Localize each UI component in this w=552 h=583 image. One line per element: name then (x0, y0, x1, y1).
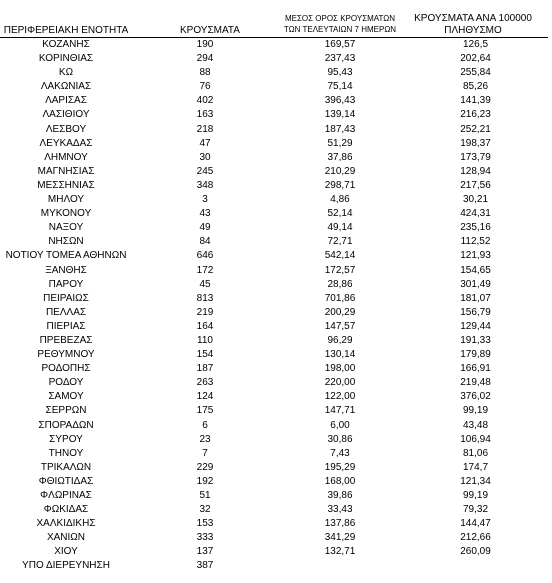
cell-region: ΡΟΔΟΥ (48, 377, 84, 389)
cell-cases: 172 (196, 264, 214, 276)
cell-per100k: 128,94 (460, 165, 491, 177)
cell-avg7: 396,43 (324, 95, 356, 107)
cell-per100k: 181,07 (460, 292, 491, 304)
cell-cases: 45 (199, 278, 211, 290)
cell-region: ΛΕΥΚΑΔΑΣ (39, 137, 93, 149)
cell-cases: 190 (196, 39, 214, 50)
table-row (0, 433, 552, 447)
header-avg7-line1: ΜΕΣΟΣ ΟΡΟΣ ΚΡΟΥΣΜΑΤΩΝ (284, 14, 396, 23)
cell-region: ΛΕΣΒΟΥ (45, 123, 87, 135)
cell-region: ΝΗΣΩΝ (48, 236, 84, 248)
header-per100k-line1: ΚΡΟΥΣΜΑΤΑ ΑΝΑ 100000 (414, 13, 532, 24)
cell-avg7: 298,71 (324, 179, 356, 191)
cell-per100k: 198,37 (460, 137, 491, 149)
cell-avg7: 30,86 (327, 433, 353, 445)
cell-per100k: 252,21 (460, 123, 491, 135)
cell-region: ΣΑΜΟΥ (48, 391, 84, 403)
cell-avg7: 220,00 (324, 377, 356, 389)
table-row (0, 390, 552, 404)
cell-avg7: 122,00 (324, 391, 356, 403)
table-row (0, 320, 552, 334)
cell-avg7: 75,14 (327, 81, 353, 93)
cell-region: ΥΠΟ ΔΙΕΡΕΥΝΗΣΗ (22, 560, 110, 572)
cell-avg7: 198,00 (324, 363, 356, 375)
cell-region: ΠΑΡΟΥ (48, 278, 84, 290)
cell-region: ΤΡΙΚΑΛΩΝ (40, 461, 92, 473)
table-row (0, 151, 552, 165)
cell-cases: 387 (196, 560, 214, 572)
cell-per100k: 260,09 (460, 546, 491, 558)
cell-cases: 175 (196, 405, 214, 417)
cell-region: ΝΟΤΙΟΥ ΤΟΜΕΑ ΑΘΗΝΩΝ (5, 250, 127, 262)
cell-cases: 187 (196, 363, 214, 375)
cell-cases: 76 (199, 81, 211, 93)
cell-per100k: 216,23 (460, 109, 491, 121)
cell-region: ΜΑΓΝΗΣΙΑΣ (37, 165, 95, 177)
table-row (0, 531, 552, 545)
cell-region: ΣΥΡΟΥ (49, 433, 83, 445)
cell-per100k: 179,89 (460, 349, 491, 361)
cell-avg7: 37,86 (327, 151, 353, 163)
cell-region: ΧΑΛΚΙΔΙΚΗΣ (36, 518, 96, 530)
cell-avg7: 341,29 (324, 532, 356, 544)
cell-region: ΣΕΡΡΩΝ (45, 405, 87, 417)
cell-per100k: 173,79 (460, 151, 491, 163)
table-row (0, 179, 552, 193)
cell-region: ΛΑΣΙΘΙΟΥ (42, 109, 90, 121)
cell-region: ΚΟΡΙΝΘΙΑΣ (38, 53, 94, 65)
cell-region: ΠΙΕΡΙΑΣ (46, 320, 86, 332)
cell-region: ΠΕΛΛΑΣ (45, 306, 87, 318)
cell-per100k: 121,34 (460, 475, 491, 487)
cell-per100k: 81,06 (462, 447, 489, 459)
table-row (0, 221, 552, 235)
cell-per100k: 301,49 (460, 278, 491, 290)
cell-region: ΣΠΟΡΑΔΩΝ (38, 419, 94, 431)
cell-avg7: 701,86 (324, 292, 356, 304)
cell-per100k: 85,26 (462, 81, 489, 93)
header-per100k-line2: ΠΛΗΘΥΣΜΟ (444, 25, 502, 36)
table-row (0, 362, 552, 376)
table-row (0, 264, 552, 278)
header-avg7 (270, 13, 410, 35)
cell-avg7: 49,14 (327, 222, 353, 234)
cell-cases: 163 (196, 109, 214, 121)
cell-region: ΛΗΜΝΟΥ (44, 151, 88, 163)
cell-per100k: 154,65 (460, 264, 491, 276)
cell-cases: 47 (199, 137, 211, 149)
cell-cases: 110 (197, 334, 213, 346)
table-row (0, 52, 552, 66)
cell-region: ΡΕΘΥΜΝΟΥ (37, 349, 95, 361)
cell-avg7: 33,43 (327, 504, 353, 516)
cell-per100k: 156,79 (460, 306, 491, 318)
cell-avg7: 210,29 (324, 165, 356, 177)
cell-per100k: 217,56 (460, 179, 491, 191)
cell-avg7: 7,43 (330, 447, 350, 459)
cell-cases: 333 (196, 532, 214, 544)
cell-cases: 402 (196, 95, 214, 107)
table-row (0, 306, 552, 320)
cell-cases: 813 (196, 292, 214, 304)
cell-per100k: 99,19 (462, 490, 489, 501)
cell-region: ΛΑΚΩΝΙΑΣ (40, 81, 92, 93)
cell-per100k: 235,16 (460, 222, 491, 234)
table-row (0, 137, 552, 151)
table-row (0, 38, 552, 52)
table-row (0, 376, 552, 390)
cell-per100k: 191,33 (460, 334, 491, 346)
cell-region: ΜΗΛΟΥ (47, 194, 85, 206)
cell-avg7: 200,29 (324, 306, 356, 318)
cell-region: ΝΑΞΟΥ (48, 222, 84, 234)
cell-cases: 229 (196, 461, 214, 473)
cell-cases: 30 (199, 151, 211, 163)
cell-per100k: 174,7 (462, 461, 489, 473)
table-row (0, 249, 552, 263)
table-row (0, 348, 552, 362)
cell-per100k: 106,94 (460, 433, 491, 445)
header-per100k (398, 13, 548, 37)
cell-cases: 3 (202, 194, 208, 206)
table-row (0, 461, 552, 475)
table-row (0, 108, 552, 122)
cell-cases: 84 (199, 236, 211, 248)
table-row (0, 193, 552, 207)
cell-avg7: 169,57 (324, 39, 356, 50)
cell-cases: 137 (196, 546, 214, 558)
cell-per100k: 202,64 (460, 53, 491, 65)
cell-cases: 43 (199, 208, 211, 220)
cell-avg7: 52,14 (327, 208, 353, 220)
cell-per100k: 424,31 (460, 208, 491, 220)
cell-cases: 88 (199, 67, 211, 79)
cell-region: ΠΡΕΒΕΖΑΣ (39, 334, 93, 346)
cell-avg7: 187,43 (324, 123, 356, 135)
cell-per100k: 112,52 (460, 236, 491, 248)
cell-avg7: 4,86 (330, 194, 350, 206)
cell-cases: 646 (196, 250, 214, 262)
cell-avg7: 95,43 (327, 67, 353, 79)
table-row (0, 80, 552, 94)
cell-per100k: 121,93 (460, 250, 491, 262)
cell-per100k: 255,84 (460, 67, 491, 79)
table-row (0, 235, 552, 249)
cell-cases: 348 (196, 179, 214, 191)
cell-avg7: 147,71 (324, 405, 356, 417)
cell-per100k: 212,66 (460, 532, 491, 544)
cell-avg7: 137,86 (324, 518, 356, 530)
cell-region: ΜΥΚΟΝΟΥ (40, 208, 92, 220)
cell-avg7: 72,71 (327, 236, 353, 248)
cell-per100k: 219,48 (460, 377, 491, 389)
cell-per100k: 30,21 (462, 194, 489, 206)
cell-cases: 51 (199, 490, 211, 501)
table-row (0, 475, 552, 489)
cell-per100k: 99,19 (462, 405, 489, 417)
cell-region: ΚΩ (58, 67, 74, 79)
cell-avg7: 6,00 (330, 419, 350, 431)
cell-avg7: 542,14 (324, 250, 356, 262)
cell-per100k: 166,91 (460, 363, 491, 375)
cell-avg7: 51,29 (327, 137, 353, 149)
cell-avg7: 28,86 (327, 278, 353, 290)
header-cases: ΚΡΟΥΣΜΑΤΑ (180, 25, 240, 36)
cell-region: ΦΩΚΙΔΑΣ (43, 504, 89, 516)
table-row (0, 66, 552, 80)
table-row (0, 94, 552, 108)
cell-cases: 6 (202, 419, 208, 431)
cell-avg7: 96,29 (327, 334, 353, 346)
cell-region: ΜΕΣΣΗΝΙΑΣ (37, 179, 95, 191)
table-row (0, 207, 552, 221)
table-row (0, 559, 552, 573)
cell-region: ΦΛΩΡΙΝΑΣ (40, 490, 92, 501)
cell-per100k: 376,02 (460, 391, 491, 403)
cell-cases: 154 (196, 349, 214, 361)
cell-cases: 192 (196, 475, 214, 487)
cell-cases: 263 (196, 377, 214, 389)
cell-per100k: 126,5 (462, 39, 489, 50)
cell-cases: 245 (196, 165, 214, 177)
cell-region: ΧΙΟΥ (54, 546, 78, 558)
table-header (0, 0, 552, 38)
cell-per100k: 141,39 (460, 95, 491, 107)
cell-cases: 49 (199, 222, 211, 234)
cell-region: ΤΗΝΟΥ (48, 447, 84, 459)
table-row (0, 419, 552, 433)
table-row (0, 404, 552, 418)
cell-cases: 164 (196, 320, 214, 332)
table-row (0, 447, 552, 461)
cell-region: ΧΑΝΙΩΝ (46, 532, 86, 544)
cell-per100k: 129,44 (460, 320, 491, 332)
cell-avg7: 132,71 (324, 546, 356, 558)
cell-per100k: 43,48 (462, 419, 489, 431)
cell-avg7: 130,14 (324, 349, 356, 361)
cell-per100k: 144,47 (460, 518, 491, 530)
cell-cases: 218 (196, 123, 214, 135)
cell-avg7: 172,57 (324, 264, 356, 276)
table-row (0, 489, 552, 503)
cell-cases: 124 (196, 391, 214, 403)
cell-per100k: 79,32 (462, 504, 489, 516)
cell-region: ΛΑΡΙΣΑΣ (45, 95, 87, 107)
cell-region: ΠΕΙΡΑΙΩΣ (43, 292, 89, 304)
table-body (0, 38, 552, 574)
cell-cases: 23 (199, 433, 211, 445)
table-row (0, 165, 552, 179)
cell-cases: 294 (196, 53, 214, 65)
table-row (0, 334, 552, 348)
table-row (0, 292, 552, 306)
cell-avg7: 168,00 (324, 475, 356, 487)
table-row (0, 503, 552, 517)
cell-cases: 219 (196, 306, 214, 318)
cell-cases: 7 (202, 447, 208, 459)
table-row (0, 517, 552, 531)
cell-region: ΚΟΖΑΝΗΣ (42, 39, 90, 50)
cell-avg7: 139,14 (324, 109, 356, 121)
header-region: ΠΕΡΙΦΕΡΕΙΑΚΗ ΕΝΟΤΗΤΑ (3, 25, 129, 36)
header-avg7-line2: ΤΩΝ ΤΕΛΕΥΤΑΙΩΝ 7 ΗΜΕΡΩΝ (283, 25, 397, 34)
cell-region: ΦΘΙΩΤΙΔΑΣ (38, 475, 94, 487)
cell-cases: 32 (199, 504, 211, 516)
cell-region: ΞΑΝΘΗΣ (45, 264, 87, 276)
cell-avg7: 237,43 (324, 53, 356, 65)
cell-cases: 153 (196, 518, 214, 530)
cell-region: ΡΟΔΟΠΗΣ (41, 363, 91, 375)
table-row (0, 545, 552, 559)
cell-avg7: 147,57 (324, 320, 356, 332)
cell-avg7: 39,86 (327, 490, 353, 501)
cell-avg7: 195,29 (324, 461, 356, 473)
table-row (0, 123, 552, 137)
table-row (0, 278, 552, 292)
